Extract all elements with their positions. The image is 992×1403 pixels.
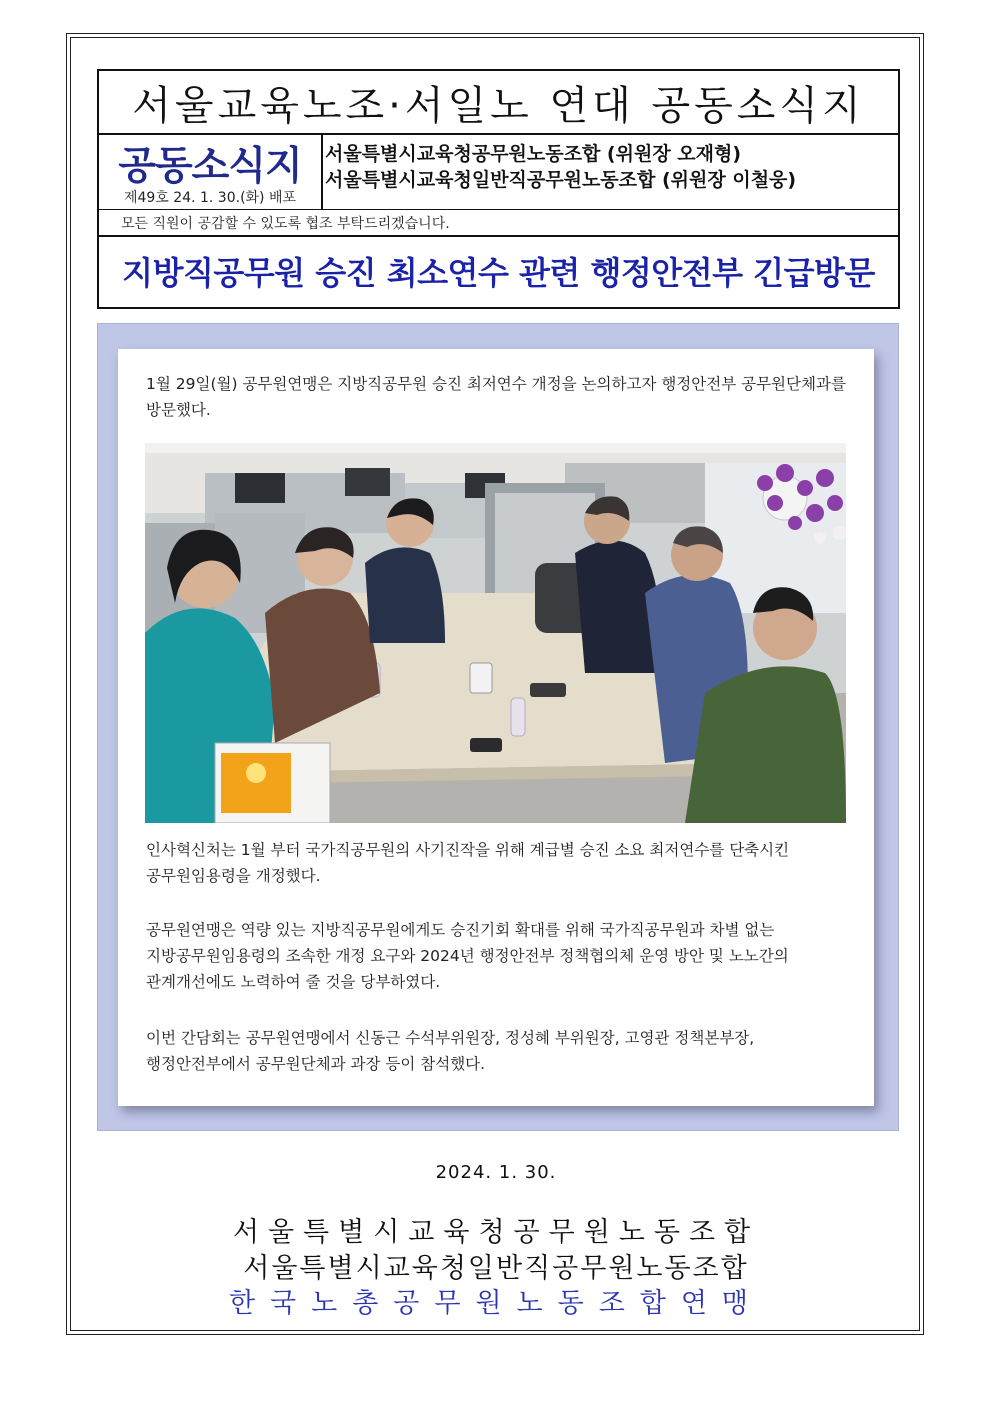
meeting-photo: [145, 443, 846, 823]
issue-info: 제49호 24. 1. 30.(화) 배포: [123, 190, 297, 206]
footer-org: 서울특별시교육청일반직공무원노동조합: [243, 1253, 749, 1284]
notice-text: 모든 직원이 공감할 수 있도록 협조 부탁드리겠습니다.: [121, 216, 450, 232]
article-paragraph: 인사혁신처는 1월 부터 국가직공무원의 사기진작을 위해 계급별 승진 소요 최저연수를 단축시킨 공무원임용령을 개정했다.: [146, 841, 790, 885]
union-list: [325, 141, 892, 193]
footer-org: 서울특별시교육청공무원노동조합: [232, 1217, 760, 1248]
union-name: 서울특별시교육청공무원노동조합 (위원장 오재형): [325, 143, 742, 165]
footer-federation: 한국노총공무원노동조합연맹: [228, 1288, 764, 1319]
header-box: [97, 69, 900, 309]
headline: 지방직공무원 승진 최소연수 관련 행정안전부 긴급방문: [122, 254, 875, 292]
meeting-photo-illustration: [145, 443, 846, 823]
publication-date: 2024. 1. 30.: [435, 1162, 557, 1183]
masthead-row: [99, 133, 898, 210]
article-intro: 1월 29일(월) 공무원연맹은 지방직공무원 승진 최저연수 개정을 논의하고자 행정안전부 공무원단체과를 방문했다.: [146, 375, 846, 419]
masthead: [99, 133, 323, 209]
notice-row: [99, 209, 898, 237]
article-paragraph: 공무원연맹은 역량 있는 지방직공무원에게도 승진기회 확대를 위해 국가직공무원과 차별 없는 지방공무원임용령의 조속한 개정 요구와 2024년 행정안전부 정책협의체 운영 방안 및 노노간의 관계개선에도 노력하여 줄 것을 당부하였다.: [146, 921, 789, 991]
article-paragraph: 이번 간담회는 공무원연맹에서 신동근 수석부위원장, 정성혜 부위원장, 고영관 정책본부장, 행정안전부에서 공무원단체과 과장 등이 참석했다.: [146, 1029, 755, 1073]
article-card: [118, 349, 874, 1106]
union-name: 서울특별시교육청일반직공무원노동조합 (위원장 이철웅): [325, 169, 797, 191]
masthead-title: 공동소식지: [118, 144, 302, 189]
banner-title: 서울교육노조·서일노 연대 공동소식지: [99, 71, 898, 135]
